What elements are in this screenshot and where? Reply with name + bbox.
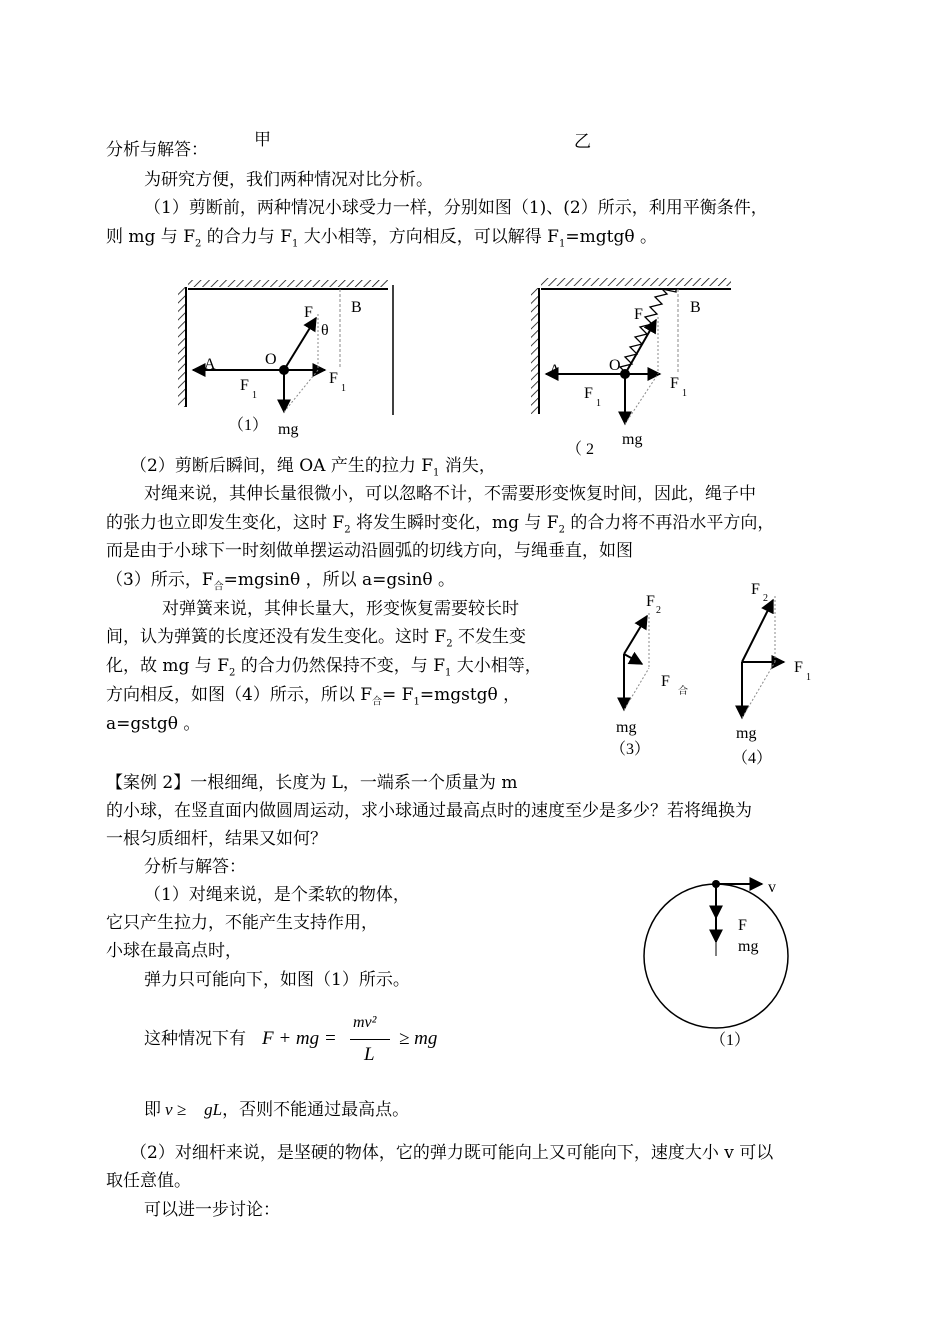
- label-o: O: [265, 351, 277, 368]
- figure-caption: （1）: [228, 417, 269, 434]
- force-f2-arrow: [742, 600, 773, 662]
- label-f2: F: [751, 581, 760, 598]
- paragraph: （1）剪断前，两种情况小球受力一样，分别如图（1)、(2）所示，利用平衡条件，: [144, 198, 768, 218]
- equation-denominator: L: [364, 1044, 375, 1065]
- label-f: F: [738, 917, 747, 934]
- paragraph: 方向相反，如图（4）所示，所以 $F_合=$ $F_1=mgstg\theta$ ，: [106, 685, 521, 708]
- label-mg: mg: [622, 431, 643, 448]
- label-v: v: [768, 879, 776, 896]
- label-a: A: [549, 362, 561, 379]
- force-f2-arrow: [624, 616, 647, 654]
- label-yi: 乙: [574, 132, 591, 152]
- paragraph: 这种情况下有: [144, 1029, 246, 1049]
- spring-coil: [620, 289, 676, 372]
- equation-numerator: mv²: [353, 1014, 377, 1031]
- label-jia: 甲: [254, 130, 271, 150]
- label-f2: F: [634, 306, 643, 323]
- paragraph: 化，故 mg 与 $F_2$ 的合力仍然保持不变，与 $F_1$ 大小相等，: [106, 656, 542, 679]
- figure-spring-after-cut: [722, 574, 832, 769]
- svg-text:2: 2: [763, 593, 768, 604]
- paragraph: 可以进一步讨论：: [144, 1200, 280, 1220]
- paragraph: 小球在最高点时，: [106, 941, 242, 961]
- figure-caption: （ 2: [566, 441, 595, 458]
- ceiling-hatch: [188, 280, 388, 287]
- paragraph: 则 mg 与 $F_2$ 的合力与 $F_1$ 大小相等，方向相反，可以解得 $F_1=mgtg\theta$ 。: [106, 227, 657, 250]
- fraction-bar: [350, 1039, 390, 1040]
- wall-hatch: [178, 287, 186, 407]
- svg-text:合: 合: [678, 686, 688, 697]
- label-f1-right: F: [670, 375, 679, 392]
- label-mg: mg: [738, 938, 759, 955]
- label-a: A: [204, 356, 216, 373]
- paragraph: 它只产生拉力，不能产生支持作用，: [106, 913, 378, 933]
- label-theta: θ: [321, 322, 329, 339]
- force-f2-arrow: [284, 318, 316, 370]
- paragraph: 即 v ≥ gL，否则不能通过最高点。: [144, 1100, 410, 1120]
- figure-spring-equilibrium: [528, 272, 738, 462]
- label-b: B: [690, 299, 701, 316]
- figure-circular-motion: [640, 870, 820, 1060]
- figure-caption: （3）: [610, 741, 651, 758]
- paragraph: 一根匀质细杆，结果又如何？: [106, 829, 327, 849]
- label-f2: F: [304, 304, 313, 321]
- wall-hatch: [531, 288, 539, 414]
- ball: [620, 369, 630, 379]
- equation-rhs: ≥ mg: [399, 1028, 438, 1049]
- analysis-heading: 分析与解答：: [106, 140, 208, 160]
- label-f1-right: F: [329, 370, 338, 387]
- ceiling-hatch: [541, 278, 731, 286]
- paragraph: （1）对绳来说，是个柔软的物体，: [144, 885, 410, 905]
- label-mg: mg: [616, 719, 637, 736]
- paragraph: 而是由于小球下一时刻做单摆运动沿圆弧的切线方向，与绳垂直，如图: [106, 541, 633, 561]
- case-heading: 【案例 2】一根细绳，长度为 L，一端系一个质量为 m: [106, 773, 518, 793]
- svg-text:2: 2: [656, 605, 661, 616]
- label-b: B: [351, 299, 362, 316]
- paragraph: 的张力也立即发生变化，这时 $F_2$ 将发生瞬时变化，mg 与 $F_2$ 的合力将不再沿水平方向，: [106, 513, 775, 536]
- figure-rope-equilibrium: [175, 280, 405, 445]
- svg-text:1: 1: [341, 383, 346, 394]
- paragraph: （2）剪断后瞬间，绳 OA 产生的拉力 $F_1$ 消失，: [130, 456, 496, 479]
- paragraph: 取任意值。: [106, 1171, 191, 1191]
- figure-rope-after-cut: [600, 588, 710, 763]
- label-f1-left: F: [584, 385, 593, 402]
- label-f1: F: [794, 659, 803, 676]
- ball: [279, 365, 289, 375]
- label-mg: mg: [736, 725, 757, 742]
- paragraph: 的小球，在竖直面内做圆周运动，求小球通过最高点时的速度至少是多少？若将绳换为: [106, 801, 752, 821]
- equation-lhs: F + mg =: [262, 1028, 337, 1049]
- paragraph: （2）对细杆来说，是坚硬的物体，它的弹力既可能向上又可能向下，速度大小 v 可以: [130, 1143, 774, 1163]
- svg-text:1: 1: [596, 398, 601, 409]
- paragraph: （3）所示，$F_合=mgsin\theta$ ，所以 a=gsinθ 。: [106, 570, 456, 593]
- figure-caption: （4）: [732, 750, 773, 767]
- force-net-arrow: [624, 654, 642, 664]
- paragraph: 为研究方便，我们两种情况对比分析。: [144, 170, 433, 190]
- label-f-net: F: [661, 673, 670, 690]
- figure-caption: （1）: [710, 1032, 751, 1049]
- svg-text:1: 1: [806, 672, 811, 683]
- paragraph: 对弹簧来说，其伸长量大，形变恢复需要较长时: [162, 599, 519, 619]
- paragraph: a=gstgθ 。: [106, 714, 201, 734]
- label-f1-left: F: [240, 377, 249, 394]
- label-mg: mg: [278, 421, 299, 438]
- label-o: O: [609, 357, 621, 374]
- label-f2: F: [646, 593, 655, 610]
- svg-text:1: 1: [682, 388, 687, 399]
- paragraph: 分析与解答：: [144, 857, 246, 877]
- paragraph: 对绳来说，其伸长量很微小，可以忽略不计，不需要形变恢复时间，因此，绳子中: [144, 484, 756, 504]
- paragraph: 间，认为弹簧的长度还没有发生变化。这时 $F_2$ 不发生变: [106, 627, 526, 650]
- svg-text:1: 1: [252, 390, 257, 401]
- paragraph: 弹力只可能向下，如图（1）所示。: [144, 970, 410, 990]
